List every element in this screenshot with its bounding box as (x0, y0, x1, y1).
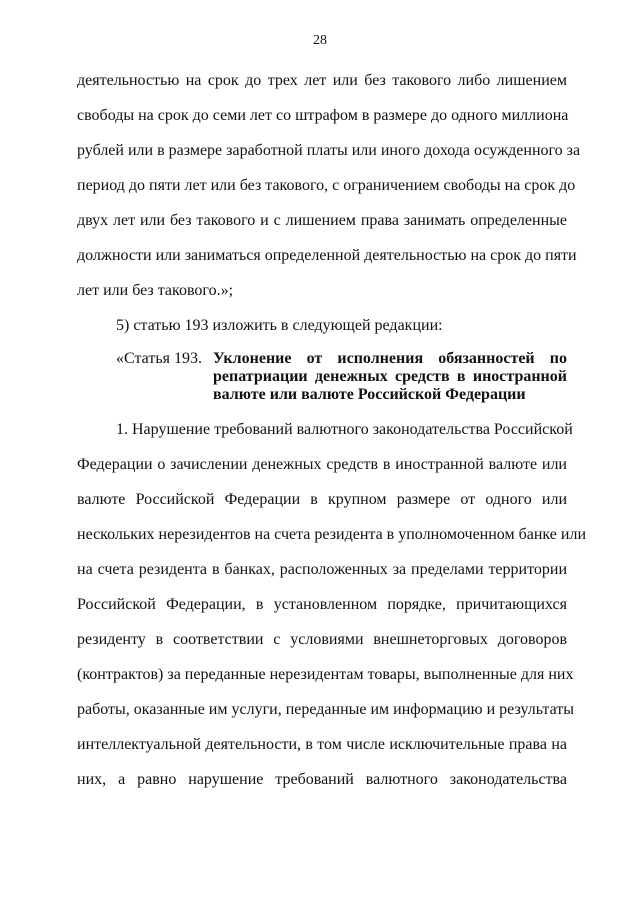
text-line: должности или заниматься определенной деятельностью на срок до пяти (77, 247, 577, 264)
text-line: лет или без такового.»; (77, 282, 234, 299)
article-title (213, 350, 567, 404)
article-title-line: репатриации денежных средств в иностранной (213, 368, 567, 385)
text-line: них, а равно нарушение требований валютного законодательства (77, 771, 567, 788)
text-line: период до пяти лет или без такового, с ограничением свободы на срок до (77, 177, 576, 194)
article-number: «Статья 193. (116, 350, 202, 367)
text-line: (контрактов) за переданные нерезидентам товары, выполненные для них (77, 666, 574, 683)
page-number: 28 (313, 33, 327, 48)
article-title-line: валюте или валюте Российской Федерации (213, 386, 526, 403)
text-line: 1. Нарушение требований валютного законодательства Российской (116, 421, 573, 438)
text-line: резиденту в соответствии с условиями внешнеторговых договоров (77, 631, 567, 648)
text-line: рублей или в размере заработной платы или иного дохода осужденного за (77, 142, 581, 159)
text-line: на счета резидента в банках, расположенных за пределами территории (77, 561, 567, 578)
text-line: валюте Российской Федерации в крупном размере от одного или (77, 491, 567, 508)
text-line: Федерации о зачислении денежных средств в иностранной валюте или (77, 456, 567, 473)
article-title-line: Уклонение от исполнения обязанностей по (213, 350, 567, 367)
text-line: интеллектуальной деятельности, в том числе исключительные права на (77, 736, 567, 753)
text-line: Российской Федерации, в установленном порядке, причитающихся (77, 596, 567, 613)
text-line: двух лет или без такового и с лишением права занимать определенные (77, 212, 567, 229)
item-5-line: 5) статью 193 изложить в следующей редакции: (116, 317, 443, 334)
text-line: свободы на срок до семи лет со штрафом в размере до одного миллиона (77, 107, 569, 124)
text-line: работы, оказанные им услуги, переданные им информацию и результаты (77, 701, 575, 718)
text-line: деятельностью на срок до трех лет или без такового либо лишением (77, 72, 567, 89)
text-line: нескольких нерезидентов на счета резидента в уполномоченном банке или (77, 526, 587, 543)
